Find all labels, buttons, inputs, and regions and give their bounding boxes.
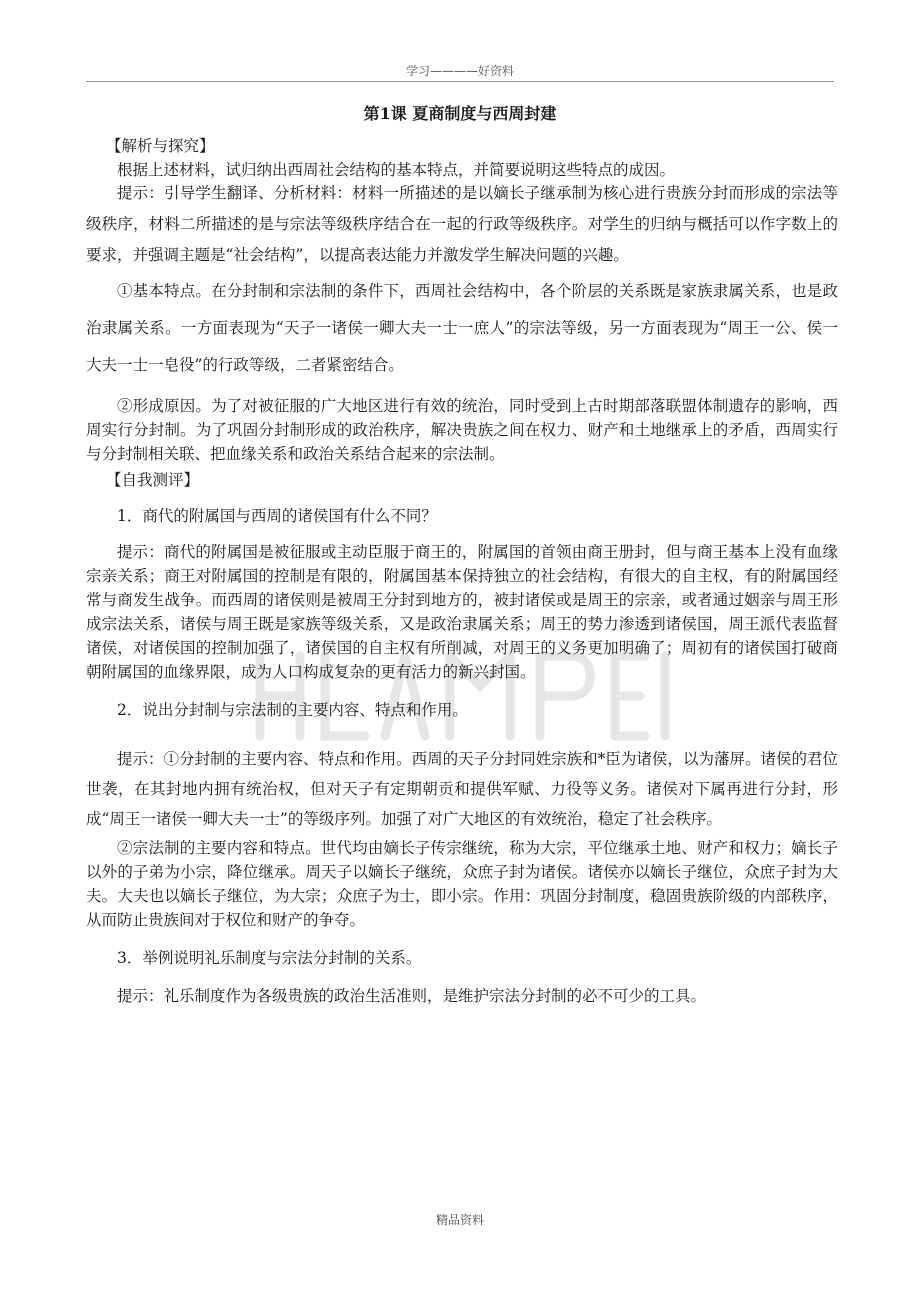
header-rule — [86, 81, 834, 82]
test-answer-1: 提示：商代的附属国是被征服或主动臣服于商王的，附属国的首领由商王册封，但与商王基本上没有血缘宗亲关系；商王对附属国的控制是有限的，附属国基本保持独立的社会结构，有很大的自主权，有的附属国经常与商发生战争。而西周的诸侯则是被周王分封到地方的，被封诸侯或是周王的宗亲，或者通过姻亲与周王形成宗法关系，诸侯与周王既是家族等级关系，又是政治隶属关系；周王的势力渗透到诸侯国，周王派代表监督诸侯，对诸侯国的控制加强了，诸侯国的自主权有所削减，对周王的义务更加明确了；周初有的诸侯国打破商朝附属国的血缘界限，成为人口构成复杂的更有活力的新兴封国。 — [86, 543, 838, 681]
test-question-1: 1．商代的附属国与西周的诸侯国有什么不同？ — [117, 507, 437, 525]
analysis-point-2: ②形成原因。为了对被征服的广大地区进行有效的统治，同时受到上古时期部落联盟体制遗存的影响，西周实行分封制。为了巩固分封制形成的政治秩序，解决贵族之间在权力、财产和土地继承上的矛盾，西周实行与分封制相关联、把血缘关系和政治关系结合起来的宗法制。 — [86, 397, 838, 463]
test-question-3: 3．举例说明礼乐制度与宗法分封制的关系。 — [117, 949, 422, 967]
page-header: 学习————好资料 — [405, 64, 514, 78]
test-answer-2-part-2: ②宗法制的主要内容和特点。世代均由嫡长子传宗继统，称为大宗，平位继承土地、财产和权力；嫡长子以外的子弟为小宗，降位继承。周天子以嫡长子继统，众庶子封为诸侯。诸侯亦以嫡长子继位，众庶子封为大夫。大夫也以嫡长子继位，为大宗；众庶子为士，即小宗。作用：巩固分封制度，稳固贵族阶级的内部秩序，从而防止贵族间对于权位和财产的争夺。 — [86, 839, 838, 929]
document-body — [86, 134, 838, 1008]
lesson-title: 第1课 夏商制度与西周封建 — [363, 104, 557, 123]
page-footer: 精品资料 — [435, 1213, 484, 1227]
analysis-question: 根据上述材料，试归纳出西周社会结构的基本特点，并简要说明这些特点的成因。 — [117, 161, 676, 179]
test-answer-3: 提示：礼乐制度作为各级贵族的政治生活准则，是维护宗法分封制的必不可少的工具。 — [117, 987, 707, 1005]
test-answer-2-part-1: 提示：①分封制的主要内容、特点和作用。西周的天子分封同姓宗族和*臣为诸侯，以为藩屏。诸侯的君位世袭，在其封地内拥有统治权，但对天子有定期朝贡和提供军赋、力役等义务。诸侯对下属再进行分封，形成“周王一诸侯一卿大夫一士”的等级序列。加强了对广大地区的有效统治，稳定了社会秩序。 — [86, 750, 838, 828]
test-question-2: 2．说出分封制与宗法制的主要内容、特点和作用。 — [117, 701, 468, 719]
analysis-point-1: ①基本特点。在分封制和宗法制的条件下，西周社会结构中，各个阶层的关系既是家族隶属关系，也是政治隶属关系。一方面表现为“天子一诸侯一卿大夫一士一庶人”的宗法等级，另一方面表现为“周王一公、侯一大夫一士一皂役”的行政等级，二者紧密结合。 — [86, 282, 838, 374]
section-heading-analysis: 【解析与探究】 — [106, 137, 215, 155]
section-heading-test: 【自我测评】 — [106, 471, 200, 489]
analysis-hint: 提示：引导学生翻译、分析材料：材料一所描述的是以嫡长子继承制为核心进行贵族分封而形成的宗法等级秩序，材料二所描述的是与宗法等级秩序结合在一起的行政等级秩序。对学生的归纳与概括可以作字数上的要求，并强调主题是“社会结构”，以提高表达能力并激发学生解决问题的兴趣。 — [86, 184, 838, 264]
